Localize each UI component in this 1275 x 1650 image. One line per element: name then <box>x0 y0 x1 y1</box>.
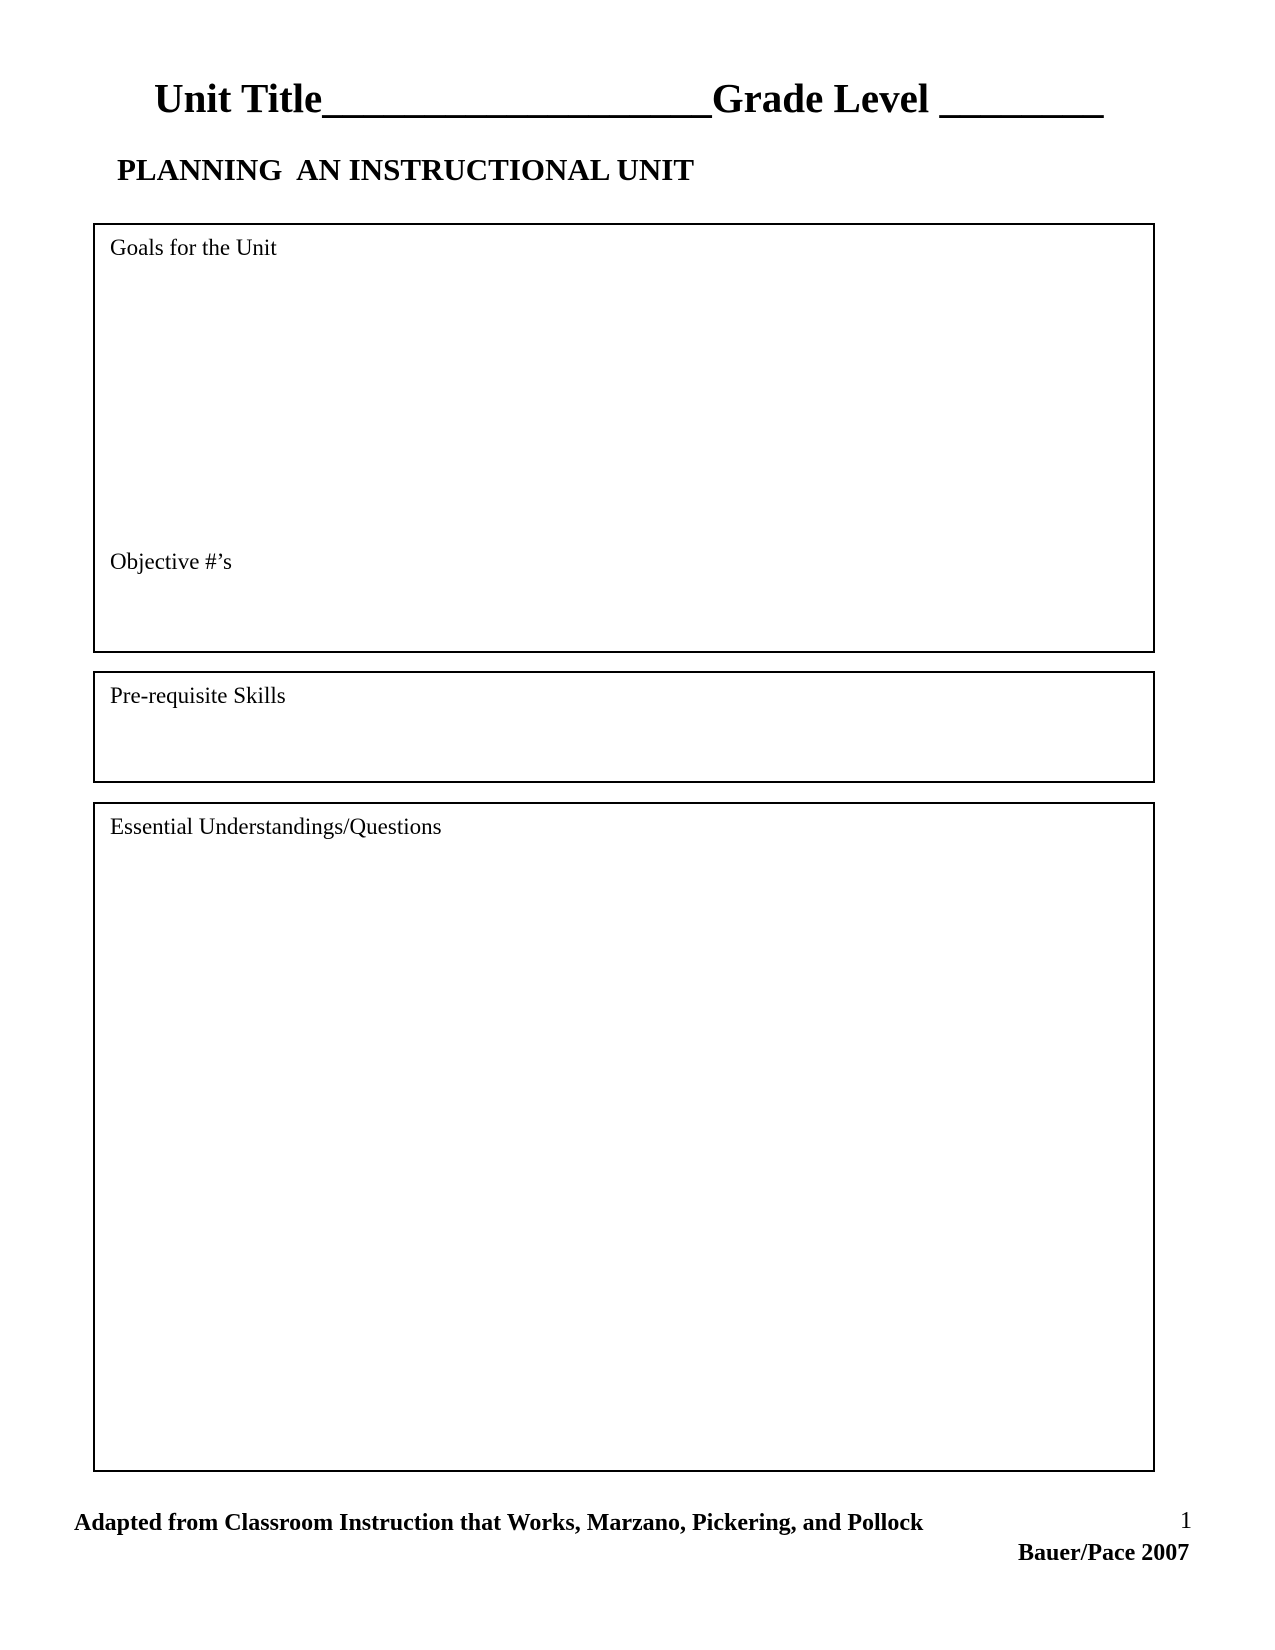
goals-label: Goals for the Unit <box>110 235 277 260</box>
footer-authors: Bauer/Pace 2007 <box>1018 1540 1190 1566</box>
grade-level-label: Grade Level <box>711 75 940 121</box>
grade-level-blank[interactable]: ________ <box>939 75 1104 121</box>
unit-title-label: Unit Title <box>154 75 323 121</box>
essential-label: Essential Understandings/Questions <box>110 814 442 839</box>
objectives-label: Objective #’s <box>110 549 232 574</box>
footer-credit: Adapted from Classroom Instruction that Works, Marzano, Pickering, and Pollock <box>74 1510 924 1536</box>
title-line <box>154 74 1103 122</box>
essential-understandings-section[interactable] <box>93 802 1155 1472</box>
page-number: 1 <box>1180 1508 1192 1534</box>
page-subtitle: PLANNING AN INSTRUCTIONAL UNIT <box>117 152 695 187</box>
goals-section[interactable] <box>93 223 1155 653</box>
prerequisite-label: Pre-requisite Skills <box>110 683 286 708</box>
prerequisite-section[interactable] <box>93 671 1155 783</box>
unit-title-blank[interactable]: ___________________ <box>322 75 712 121</box>
